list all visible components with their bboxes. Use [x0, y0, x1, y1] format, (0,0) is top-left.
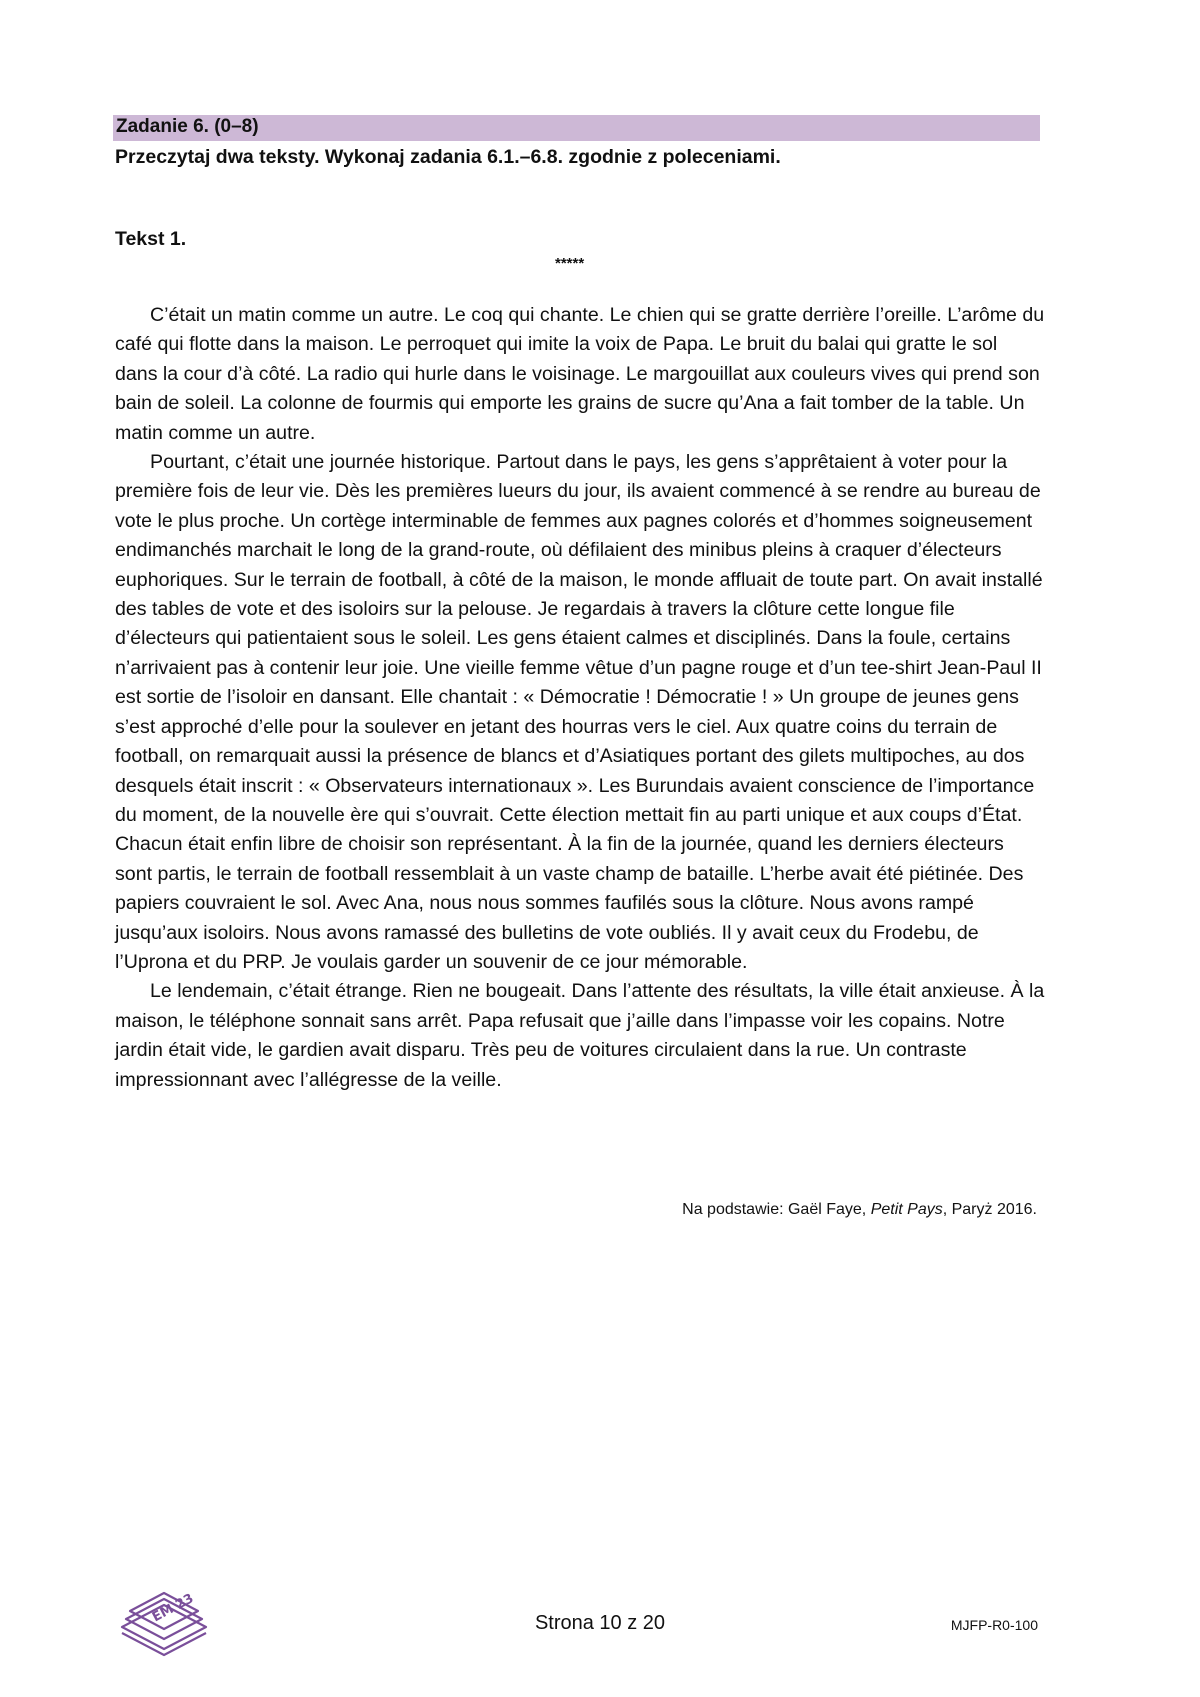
- source-title: Petit Pays: [870, 1201, 943, 1218]
- story-paragraph-1: C’était un matin comme un autre. Le coq qui chante. Le chien qui se gratte derrière l’oreille. L’arôme du café qui flotte dans la maison. Le perroquet qui imite la voix de Papa. Le bruit du balai qui gratte le sol dans la cour d’à côté. La radio qui hurle dans le voisinage. Le margouillat aux couleurs vives qui prend son bain de soleil. La colonne de fourmis qui emporte les grains de sucre qu’Ana a fait tomber de la table. Un matin comme un autre.: [115, 304, 1045, 444]
- story-paragraph-2: Pourtant, c’était une journée historique. Partout dans le pays, les gens s’apprêtaient à voter pour la première fois de leur vie. Dès les premières lueurs du jour, ils avaient commencé à se rendre au bureau de vote le plus proche. Un cortège interminable de femmes aux pagnes colorés et d’hommes soigneusement endimanchés marchait le long de la grand-route, où défilaient des minibus pleins à craquer d’électeurs euphoriques. Sur le terrain de football, à côté de la maison, le monde affluait de toute part. On avait installé des tables de vote et des isoloirs sur la pelouse. Je regardais à travers la clôture cette longue file d’électeurs qui patientaient sous le soleil. Les gens étaient calmes et disciplinés. Dans la foule, certains n’arrivaient pas à contenir leur joie. Une vieille femme vêtue d’un pagne rouge et d’un tee-shirt Jean-Paul II est sortie de l’isoloir en dansant. Elle chantait : « Démocratie ! Démocratie ! » Un groupe de jeunes gens s’est approché d’elle pour la soulever en jetant des hourras vers le ciel. Aux quatre coins du terrain de football, on remarquait aussi la présence de blancs et d’Asiatiques portant des gilets multipoches, au dos desquels était inscrit : « Observateurs internationaux ». Les Burundais avaient conscience de l’importance du moment, de la nouvelle ère qui s’ouvrait. Cette élection mettait fin au parti unique et aux coups d’État. Chacun était enfin libre de choisir son représentant. À la fin de la journée, quand les derniers électeurs sont partis, le terrain de football ressemblait à un vaste champ de bataille. L’herbe avait été piétinée. Des papiers couvraient le sol. Avec Ana, nous nous sommes faufilés sous la clôture. Nous avons rampé jusqu’aux isoloirs. Nous avons ramassé des bulletins de vote oubliés. Il y avait ceux du Frodebu, de l’Uprona et du PRP. Je voulais garder un souvenir de ce jour mémorable.: [115, 451, 1043, 973]
- source-citation: [682, 1201, 1037, 1219]
- story-paragraph-3: Le lendemain, c’était étrange. Rien ne bougeait. Dans l’attente des résultats, la ville était anxieuse. À la maison, le téléphone sonnait sans arrêt. Papa refusait que j’aille dans l’impasse voir les copains. Notre jardin était vide, le gardien avait disparu. Très peu de voitures circulaient dans la rue. Un contraste impressionnant avec l’allégresse de la veille.: [115, 980, 1045, 1091]
- story-text: [115, 301, 1045, 1095]
- task-title: Zadanie 6. (0–8): [116, 116, 259, 137]
- source-suffix: , Paryż 2016.: [942, 1201, 1037, 1218]
- task-instruction: Przeczytaj dwa teksty. Wykonaj zadania 6.1.–6.8. zgodnie z poleceniami.: [115, 146, 781, 168]
- source-prefix: Na podstawie: Gaël Faye,: [682, 1201, 871, 1218]
- text-label: Tekst 1.: [115, 228, 187, 250]
- logo-text: EM 23: [150, 1591, 197, 1626]
- section-stars: *****: [555, 255, 585, 272]
- exam-code: MJFP-R0-100: [950, 1617, 1038, 1633]
- page-number: Strona 10 z 20: [534, 1612, 666, 1634]
